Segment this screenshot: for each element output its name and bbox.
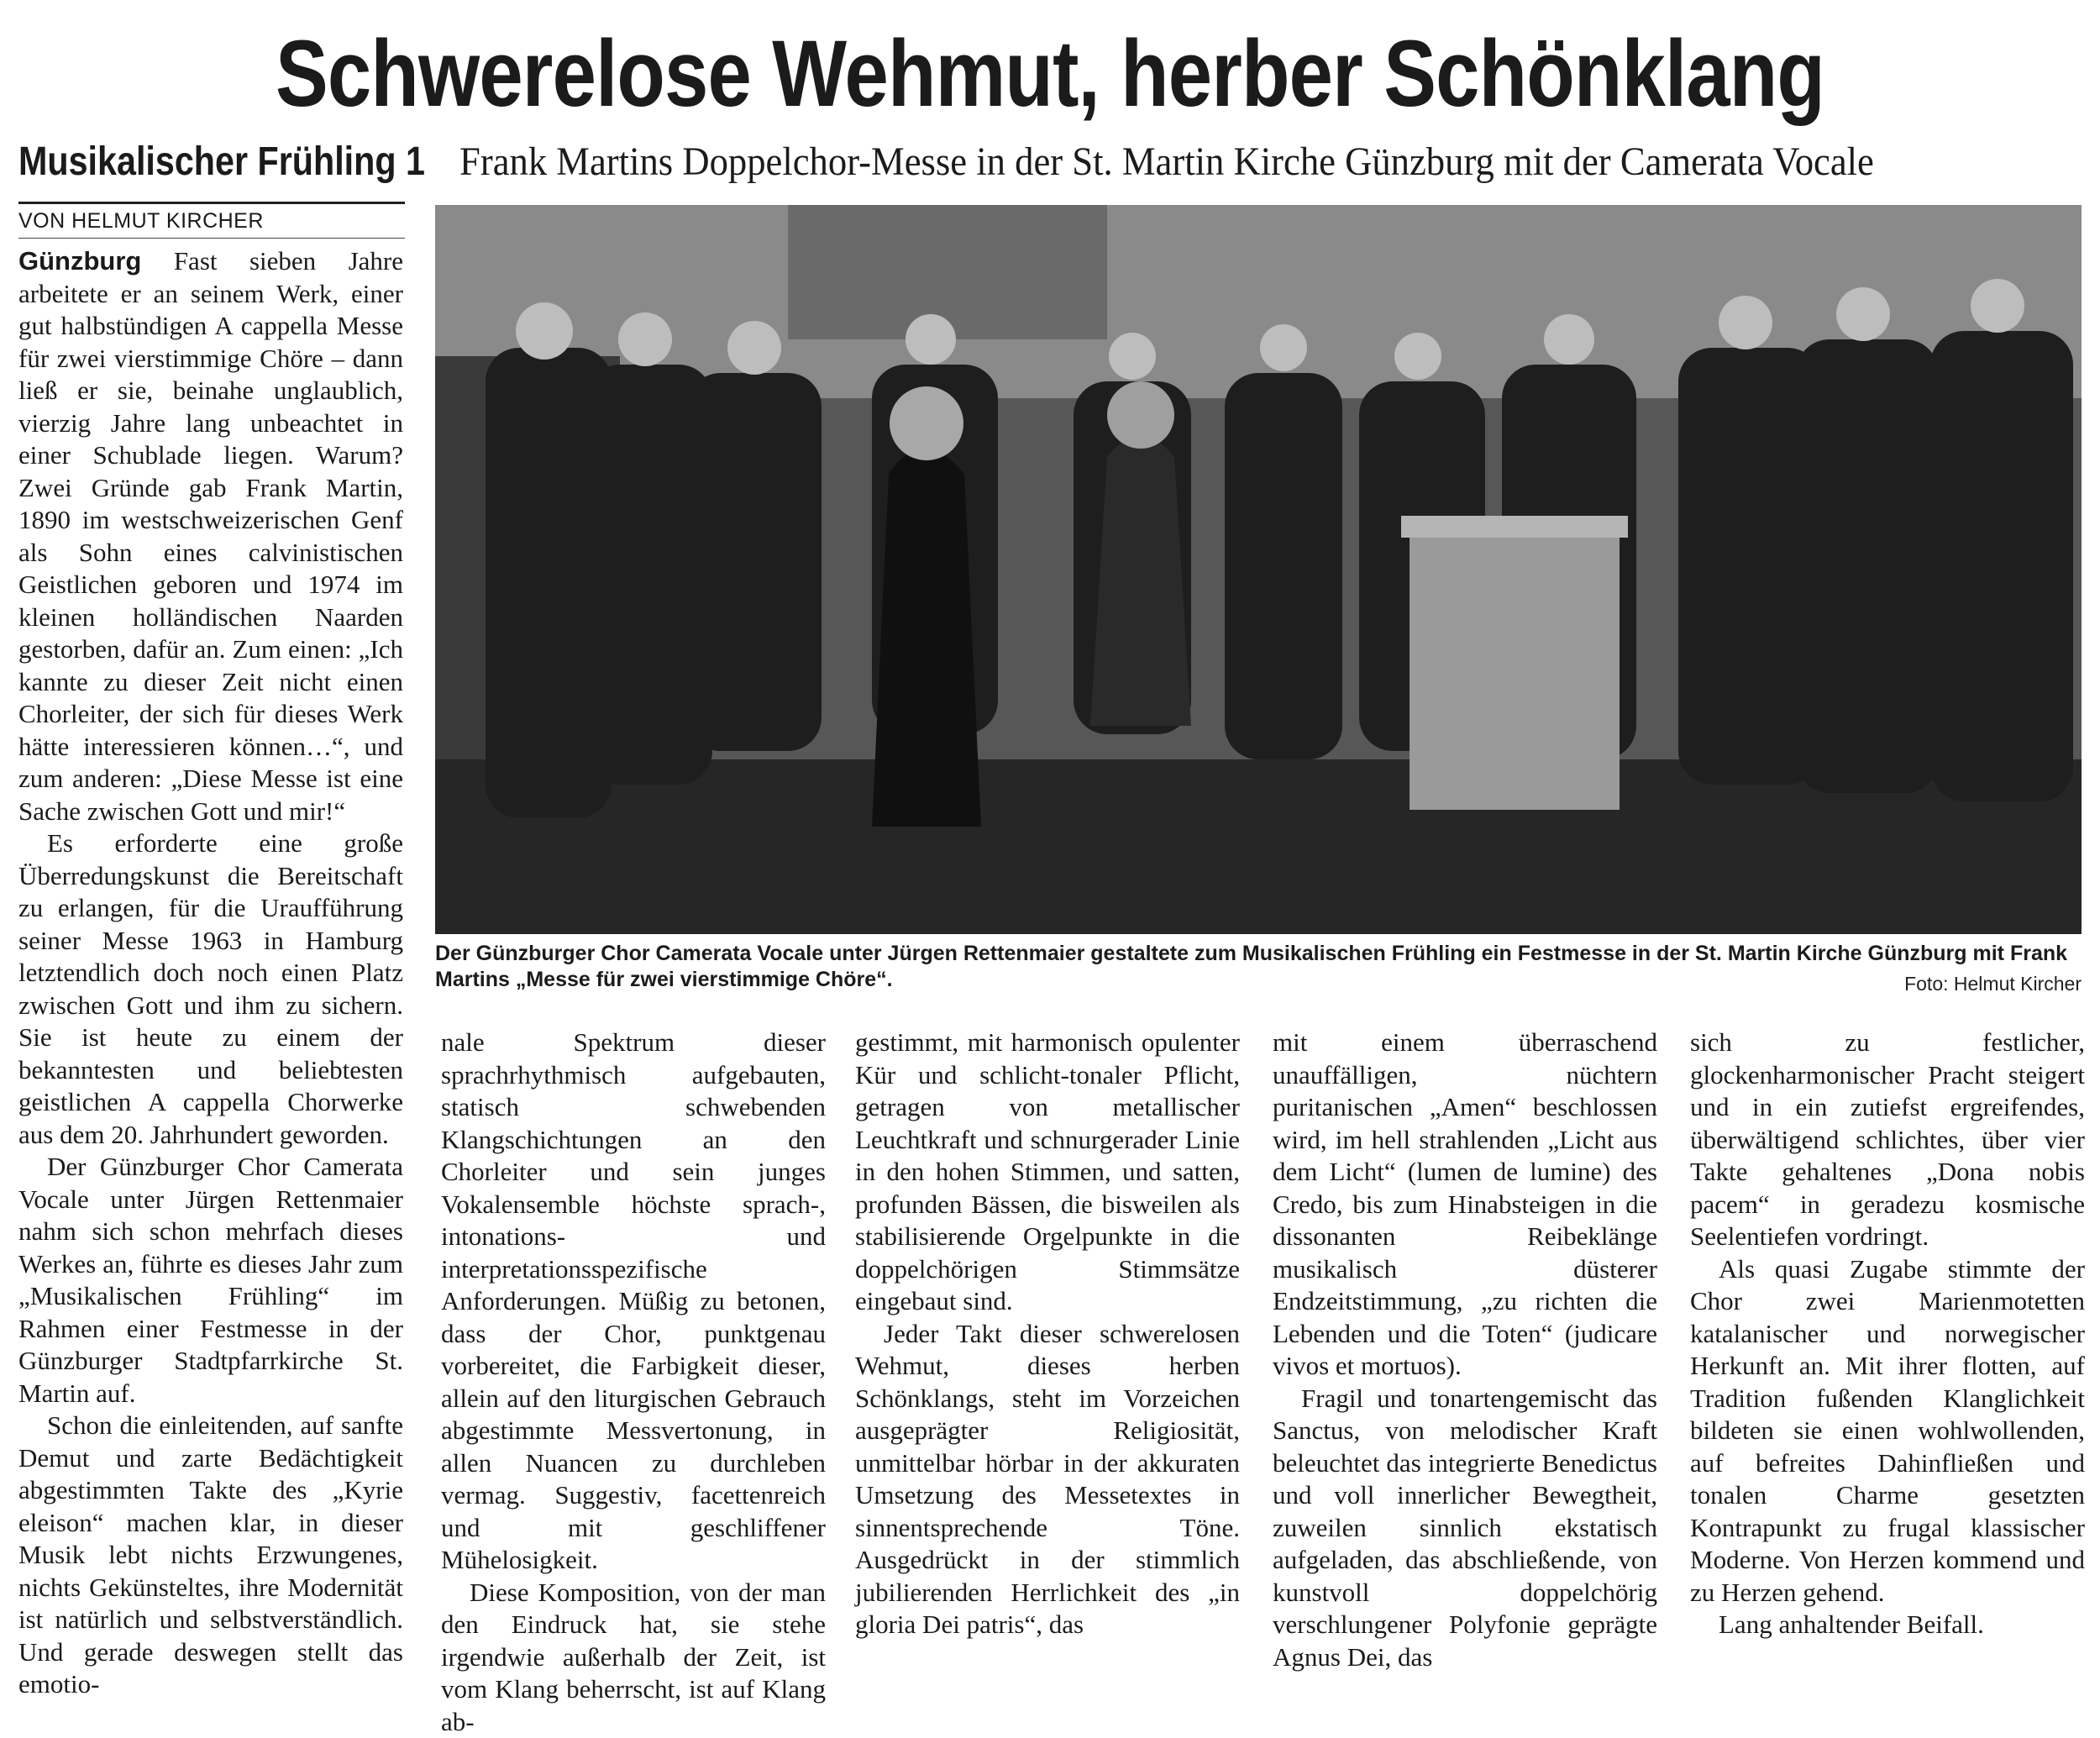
paragraph: Als quasi Zugabe stimmte der Chor zwei Marienmotetten katalanischer und norwegischer Herkunft an. Mit ihrer flotten, auf Tradition fußenden Klanglichkeit bildeten sie einen wohlwollenden, auf befreites Dahinfließen und tonalen Charme gesetzten Kontrapunkt zu frugal klassischer Moderne. Von Herzen kommend und zu Herzen gehend. [1690, 1253, 2085, 1609]
headline: Schwerelose Wehmut, herber Schönklang [168, 15, 1932, 133]
paragraph: gestimmt, mit harmonisch opulenter Kür und schlicht-tonaler Pflicht, getragen von metallischer Leuchtkraft und schnurgerader Linie in den hohen Stimmen, und satten, profunden Bässen, die bisweilen als stabilisierende Orgelpunkte in die doppelchörigen Stimmsätze eingebaut sind. [855, 1027, 1240, 1318]
dateline: Günzburg [18, 246, 141, 276]
text-column-2 [441, 1027, 826, 1564]
paragraph: Diese Komposition, von der man den Eindruck hat, sie stehe irgendwie außerhalb der Zeit, ist vom Klang beherrscht, ist auf Klang ab- [441, 1577, 826, 1738]
text-column-3 [855, 1027, 1240, 1564]
text-column-4 [1273, 1027, 1657, 1564]
choir-photo-illustration [435, 205, 2082, 934]
paragraph: sich zu festlicher, glockenharmonischer Pracht steigert und in ein zutiefst ergreifendes, überwältigend schlichtes, über vier Takte gehaltenes „Dona nobis pacem“ in geradezu kosmische Seelentiefen vordringt. [1690, 1027, 2085, 1253]
paragraph: Jeder Takt dieser schwerelosen Wehmut, dieses herben Schönklangs, steht im Vorzeichen ausgeprägter Religiosität, unmittelbar hörbar in der akkuraten Umsetzung des Messetextes in sinnentsprechende Töne. Ausgedrückt in der stimmlich jubilierenden Herrlichkeit des „in gloria Dei patris“, das [855, 1318, 1240, 1641]
kicker: Musikalischer Frühling 1 [18, 136, 425, 188]
subheadline [18, 136, 2093, 188]
text-column-5 [1690, 1027, 2085, 1564]
paragraph: Der Günzburger Chor Camerata Vocale unter Jürgen Rettenmaier nahm sich schon mehrfach dieses Werkes an, führte es dieses Jahr zum „Musikalischen Frühling“ im Rahmen einer Festmesse in der Günzburger Stadtpfarrkirche St. Martin auf. [18, 1151, 403, 1410]
paragraph: Fragil und tonartengemischt das Sanctus, von melodischer Kraft beleuchtet das integrierte Benedictus und voll innerlicher Bewegtheit, zuweilen sinnlich ekstatisch aufgeladen, das abschließende, von kunstvoll doppelchörig verschlungener Polyfonie geprägte Agnus Dei, das [1273, 1383, 1657, 1674]
paragraph [18, 245, 403, 827]
deck: Frank Martins Doppelchor-Messe in der St. Martin Kirche Günzburg mit der Camerata Vocale [459, 136, 1874, 188]
choir-photo [435, 205, 2082, 934]
text-column-1 [18, 245, 403, 1566]
paragraph: mit einem überraschend unauffälligen, nüchtern puritanischen „Amen“ beschlossen wird, im hell strahlenden „Licht aus dem Licht“ (lumen de lumine) des Credo, bis zum Hinabsteigen in die dissonanten Reibeklänge musikalisch düsterer Endzeitstimmung, „zu richten die Lebenden und die Toten“ (judicare vivos et mortuos). [1273, 1027, 1657, 1383]
byline: VON HELMUT KIRCHER [18, 202, 405, 239]
paragraph: Schon die einleitenden, auf sanfte Demut und zarte Bedächtigkeit abgestimmten Takte des „Kyrie eleison“ machen klar, in dieser Musik lebt nichts Erzwungenes, nichts Gekünsteltes, ihre Modernität ist natürlich und selbstverständlich. Und gerade deswegen stellt das emotio- [18, 1410, 403, 1701]
photo-caption: Der Günzburger Chor Camerata Vocale unter Jürgen Rettenmaier gestaltete zum Musikalischen Frühling ein Festmesse in der St. Martin Kirche Günzburg mit Frank Martins „Messe für zwei vierstimmige Chöre“. [435, 941, 2082, 995]
paragraph: nale Spektrum dieser sprachrhythmisch aufgebauten, statisch schwebenden Klangschichtungen an den Chorleiter und sein junges Vokalensemble höchste sprach-, intonations- und interpretationsspezifische Anforderungen. Müßig zu betonen, dass der Chor, punktgenau vorbereitet, die Farbigkeit dieser, allein auf den liturgischen Gebrauch abgestimmte Messvertonung, in allen Nuancen zu durchleben vermag. Suggestiv, facettenreich und mit geschliffener Mühelosigkeit. [441, 1027, 826, 1577]
paragraph: Es erforderte eine große Überredungskunst die Bereitschaft zu erlangen, für die Uraufführung seiner Messe 1963 in Hamburg letztendlich doch noch einen Platz zwischen Gott und ihm zu sichern. Sie ist heute zu einem der bekanntesten und beliebtesten geistlichen A cappella Chorwerke aus dem 20. Jahrhundert geworden. [18, 827, 403, 1151]
photo-credit: Foto: Helmut Kircher [1779, 971, 2082, 996]
paragraph: Lang anhaltender Beifall. [1690, 1609, 2085, 1641]
paragraph-text: Fast sieben Jahre arbeitete er an seinem Werk, einer gut halbstündigen A cappella Messe für zwei vierstimmige Chöre – dann ließ er sie, beinahe unglaublich, vierzig Jahre lang unbeachtet in einer Schublade liegen. Warum? Zwei Gründe gab Frank Martin, 1890 im westschweizerischen Genf als Sohn eines calvinistischen Geistlichen geboren und 1974 im kleinen holländischen Naarden gestorben, dafür an. Zum einen: „Ich kannte zu dieser Zeit nicht einen Chorleiter, der sich für dieses Werk hätte interessieren können…“, und zum anderen: „Diese Messe ist eine Sache zwischen Gott und mir!“ [18, 246, 403, 826]
